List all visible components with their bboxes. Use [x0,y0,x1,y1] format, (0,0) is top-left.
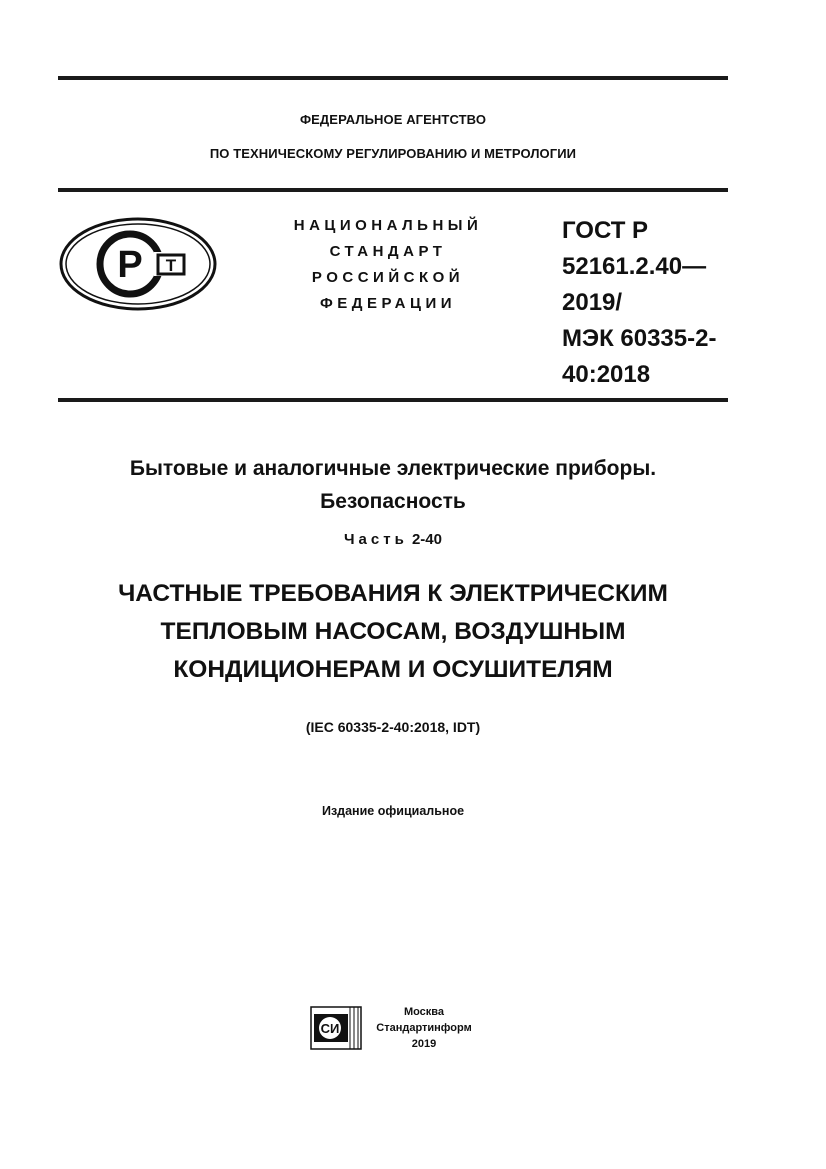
header-rule [58,188,728,192]
agency-name-line-2: ПО ТЕХНИЧЕСКОМУ РЕГУЛИРОВАНИЮ И МЕТРОЛОГИИ [209,146,577,161]
logo-letter-r: Р [117,244,143,286]
edition-label: Издание официальное [321,804,465,818]
standard-type-line: СТАНДАРТ [329,243,447,260]
standard-code-line: ГОСТ Р [562,217,649,244]
top-rule [58,76,728,80]
document-subtitle-line: ТЕПЛОВЫМ НАСОСАМ, ВОЗДУШНЫМ [160,618,626,645]
document-subtitle [0,575,786,689]
standard-type-line: РОССИЙСКОЙ [311,269,465,286]
document-title-line: Бытовые и аналогичные электрические приборы. [129,457,657,480]
international-reference: (IEC 60335-2-40:2018, IDT) [305,719,481,735]
publisher-city: Москва [403,1006,445,1018]
document-title-line: Безопасность [320,490,466,513]
imprint [368,1004,480,1052]
agency-name-line-1: ФЕДЕРАЛЬНОЕ АГЕНТСТВО [299,112,487,127]
document-title [0,452,786,518]
document-subtitle-line: КОНДИЦИОНЕРАМ И ОСУШИТЕЛЯМ [173,656,613,683]
standard-code-line: 2019/ [562,289,623,316]
svg-text:Т: Т [165,256,177,275]
standard-type-line: ФЕДЕРАЦИИ [319,295,457,312]
gost-r-certification-mark-icon [58,216,218,312]
svg-text:СИ: СИ [320,1021,340,1036]
standartinform-logo-icon [310,1006,362,1050]
part-word: Часть [344,531,408,548]
document-subtitle-line: ЧАСТНЫЕ ТРЕБОВАНИЯ К ЭЛЕКТРИЧЕСКИМ [118,580,668,607]
standard-code-line: 52161.2.40— [562,253,707,280]
standard-code [562,213,716,393]
publisher-name: Стандартинформ [376,1022,472,1034]
header-bottom-rule [58,398,728,402]
part-number: 2-40 [411,531,442,548]
standard-type [268,213,508,317]
standard-code-line: МЭК 60335-2- [562,325,717,352]
publication-year: 2019 [411,1038,437,1050]
standard-type-line: НАЦИОНАЛЬНЫЙ [293,217,483,234]
part-label [0,531,786,548]
standard-code-line: 40:2018 [562,361,651,388]
